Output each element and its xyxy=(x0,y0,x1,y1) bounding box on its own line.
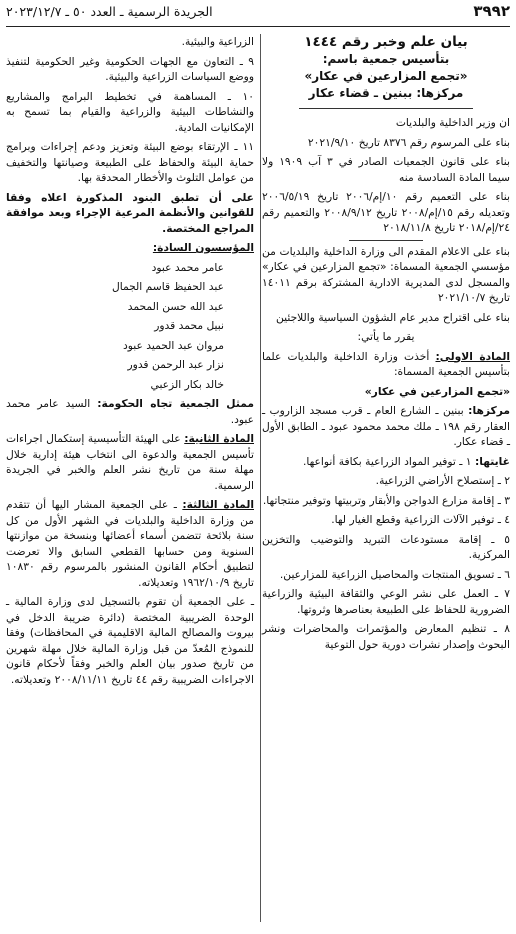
article-1 xyxy=(262,349,510,380)
founder-name: عبد الله حسن المحمد xyxy=(127,299,224,313)
association-name: «تجمع المزارعين في عكار» xyxy=(364,384,510,398)
decree-reference: بناء على المرسوم رقم ٨٣٧٦ تاريخ ٢٠٢١/٩/١٠ xyxy=(307,135,510,149)
founder-name: عبد الحفيظ قاسم الجمال xyxy=(111,280,224,293)
goal-7: ٧ ـ العمل على نشر الوعي والثقافة البيئية والزراعية الضرورية للحفاظ على الطبيعة بعناصرها وثروتها. xyxy=(262,587,510,616)
founder-name: نزار عبد الرحمن قدور xyxy=(127,358,224,371)
founders-heading: المؤسسون السادة: xyxy=(152,241,254,254)
gazette-issue-title: الجريدة الرسمية ـ العدد ٥٠ ـ ٢٠٢٣/١٢/٧ xyxy=(6,4,213,19)
representative-label: ممثل الجمعية تجاه الحكومة: xyxy=(97,397,254,410)
short-rule xyxy=(349,240,423,241)
founder-name: خالد بكار الزعبي xyxy=(150,377,224,391)
article-3-label: المادة الثالثة: xyxy=(182,498,254,511)
minister-line: ان وزير الداخلية والبلديات xyxy=(395,116,510,129)
proposal-reference: بناء على اقتراح مدير عام الشؤون السياسية واللاجئين xyxy=(275,310,510,324)
founder-name: مروان عبد الحميد عبود xyxy=(122,338,224,352)
hq-label: مركزها: xyxy=(468,404,510,417)
circular-reference: بناء على التعميم رقم ١٠/إم/٢٠٠٦ تاريخ ٢٠٠٦/٥/١٩ وتعديله رقم ١٥/إم/٢٠٠٨ تاريخ ٢٠٠٨/٩/١٢ والتعميم رقم ٢٤/إم/٢٠١٨ تاريخ ٢٠١٨/١١/٨ xyxy=(262,190,511,234)
goal-6: ٦ ـ تسويق المنتجات والمحاصيل الزراعية للمزارعين. xyxy=(279,567,510,581)
government-representative xyxy=(6,396,254,427)
page-header xyxy=(6,2,510,22)
goal-8: ٨ ـ تنظيم المعارض والمؤتمرات والمحاضرات ونشر البحوث وإصدار نشرات دورية حول التوعية xyxy=(262,622,510,651)
goal-9: ٩ ـ التعاون مع الجهات الحكومية وغير الحكومية لتنفيذ ووضع السياسات الزراعية والبيئية. xyxy=(6,54,254,83)
article-3-tax-registration: ـ على الجمعية أن تقوم بالتسجيل لدى وزارة المالية ـ الوحدة الضريبية المختصة (دائرة ضريبة الدخل في بيروت والمصالح المالية الاقليمية في المحافظات) وفقا للنموذج المُعدّ من قبل وزارة المالية خلال مهلة شهرين من تاريخ صدور بيان العلم والخبر وفقاً لأحكام قانون الاجراءات الضريبية رقم ٤٤ تاريخ ٢٠٠٨/١١/١١ وتعديلاته. xyxy=(6,595,254,686)
page-number: ٣٩٩٢ xyxy=(473,2,510,20)
founder-name: نبيل محمد قدور xyxy=(154,319,224,332)
association-title: «تجمع المزارعين في عكار» xyxy=(304,69,468,83)
goal-2: ٢ ـ إستصلاح الأراضي الزراعية. xyxy=(375,474,510,487)
notification-reference: بناء على الاعلام المقدم الى وزارة الداخلية والبلديات من مؤسسي الجمعية المسماة: «تجمع المزارعين في عكار» والمسجل لدى المديرية الادارية المشتركة برقم ١٤٠١١ تاريخ ٢٠٢١/١٠/٧ xyxy=(262,244,510,304)
decision-heading: يقرر ما يأتي: xyxy=(357,330,415,343)
title-rule xyxy=(299,108,473,109)
goal-3: ٣ ـ إقامة مزارع الدواجن والأبقار وتربيتها وتوفير منتجاتها. xyxy=(262,493,510,507)
column-divider xyxy=(260,34,261,922)
right-column xyxy=(262,34,510,656)
header-divider xyxy=(6,26,510,27)
article-1-text: أخذت وزارة الداخلية والبلديات علما بتأسيس الجمعية المسماة: xyxy=(262,349,510,378)
goal-1-text: ١ ـ توفير المواد الزراعية بكافة أنواعها. xyxy=(302,454,472,468)
announcement-number: بيان علم وخبر رقم ١٤٤٤ xyxy=(304,34,468,50)
article-2 xyxy=(6,431,254,493)
article-1-label: المادة الاولى: xyxy=(435,349,511,363)
announcement-title xyxy=(262,34,510,102)
founder-name: عامر محمد عبود xyxy=(151,260,224,274)
article-3-text: ـ على الجمعية المشار اليها أن تتقدم من وزارة الداخلية والبلديات في الشهر الأول من كل سنة بلائحة تتضمن أسماء أعضائها وبنسخة من موازنتها السنوية ومن حسابها القطعي السابق والا تعرضت لتطبيق أحكام القانون المنشور بالمرسوم رقم ١٠٨٣٠ تاريخ ١٩٦٢/١٠/٩ وتعديلاته. xyxy=(6,498,254,589)
goal-4: ٤ ـ توفير الآلات الزراعية وقطع الغيار لها. xyxy=(331,513,510,526)
announcement-subject: بتأسيس جمعية باسم: xyxy=(322,52,450,66)
article-3 xyxy=(6,497,254,590)
goal-1 xyxy=(262,454,510,470)
article-2-label: المادة الثانية: xyxy=(184,432,254,445)
article-2-text: على الهيئة التأسيسية إستكمال اجراءات تأسيس الجمعية والدعوة الى انتخاب هيئة إدارية خلال مهلة سنة من تاريخ نشر العلم والخبر في الجريدة الرسمية. xyxy=(6,432,254,492)
hq-text: ببنين ـ الشارع العام ـ قرب مسجد الزاروب ـ العقار رقم ١٩٨ ـ ملك محمد محمود عبود ـ الطابق الأول ـ قضاء عكار. xyxy=(262,404,510,448)
goals-label: غايتها: xyxy=(474,454,510,468)
goal-11: ١١ ـ الإرتقاء بوضع البيئة وتعزيز ودعم إجراءات وبرامج حماية البيئة والحفاظ على الطبيعة وصيانتها والتخفيف من عوامل التلوث والأخطار المحدقة بها. xyxy=(6,140,254,184)
left-column xyxy=(6,34,254,691)
hq-address xyxy=(262,403,510,450)
compliance-condition: على أن تطبق البنود المذكورة اعلاه وفقا للقوانين والأنظمة المرعية الإجراء وبعد موافقة المراجع المختصة. xyxy=(6,190,254,235)
association-hq-title: مركزها: ببنين ـ قضاء عكار xyxy=(308,86,464,100)
goal-10: ١٠ ـ المساهمة في تخطيط البرامج والمشاريع والنشاطات البيئية والزراعية والقيام بما تسمح به الإمكانيات المادية. xyxy=(6,89,254,134)
goal-8-continued: الزراعية والبيئية. xyxy=(181,35,254,48)
law-reference: بناء على قانون الجمعيات الصادر في ٣ آب ١٩٠٩ ولا سيما المادة السادسة منه xyxy=(262,155,511,184)
representative-name: السيد عامر محمد عبود. xyxy=(6,397,254,426)
goal-5: ٥ ـ إقامة مستودعات التبريد والتوضيب والتخزين المركزية. xyxy=(262,532,510,561)
